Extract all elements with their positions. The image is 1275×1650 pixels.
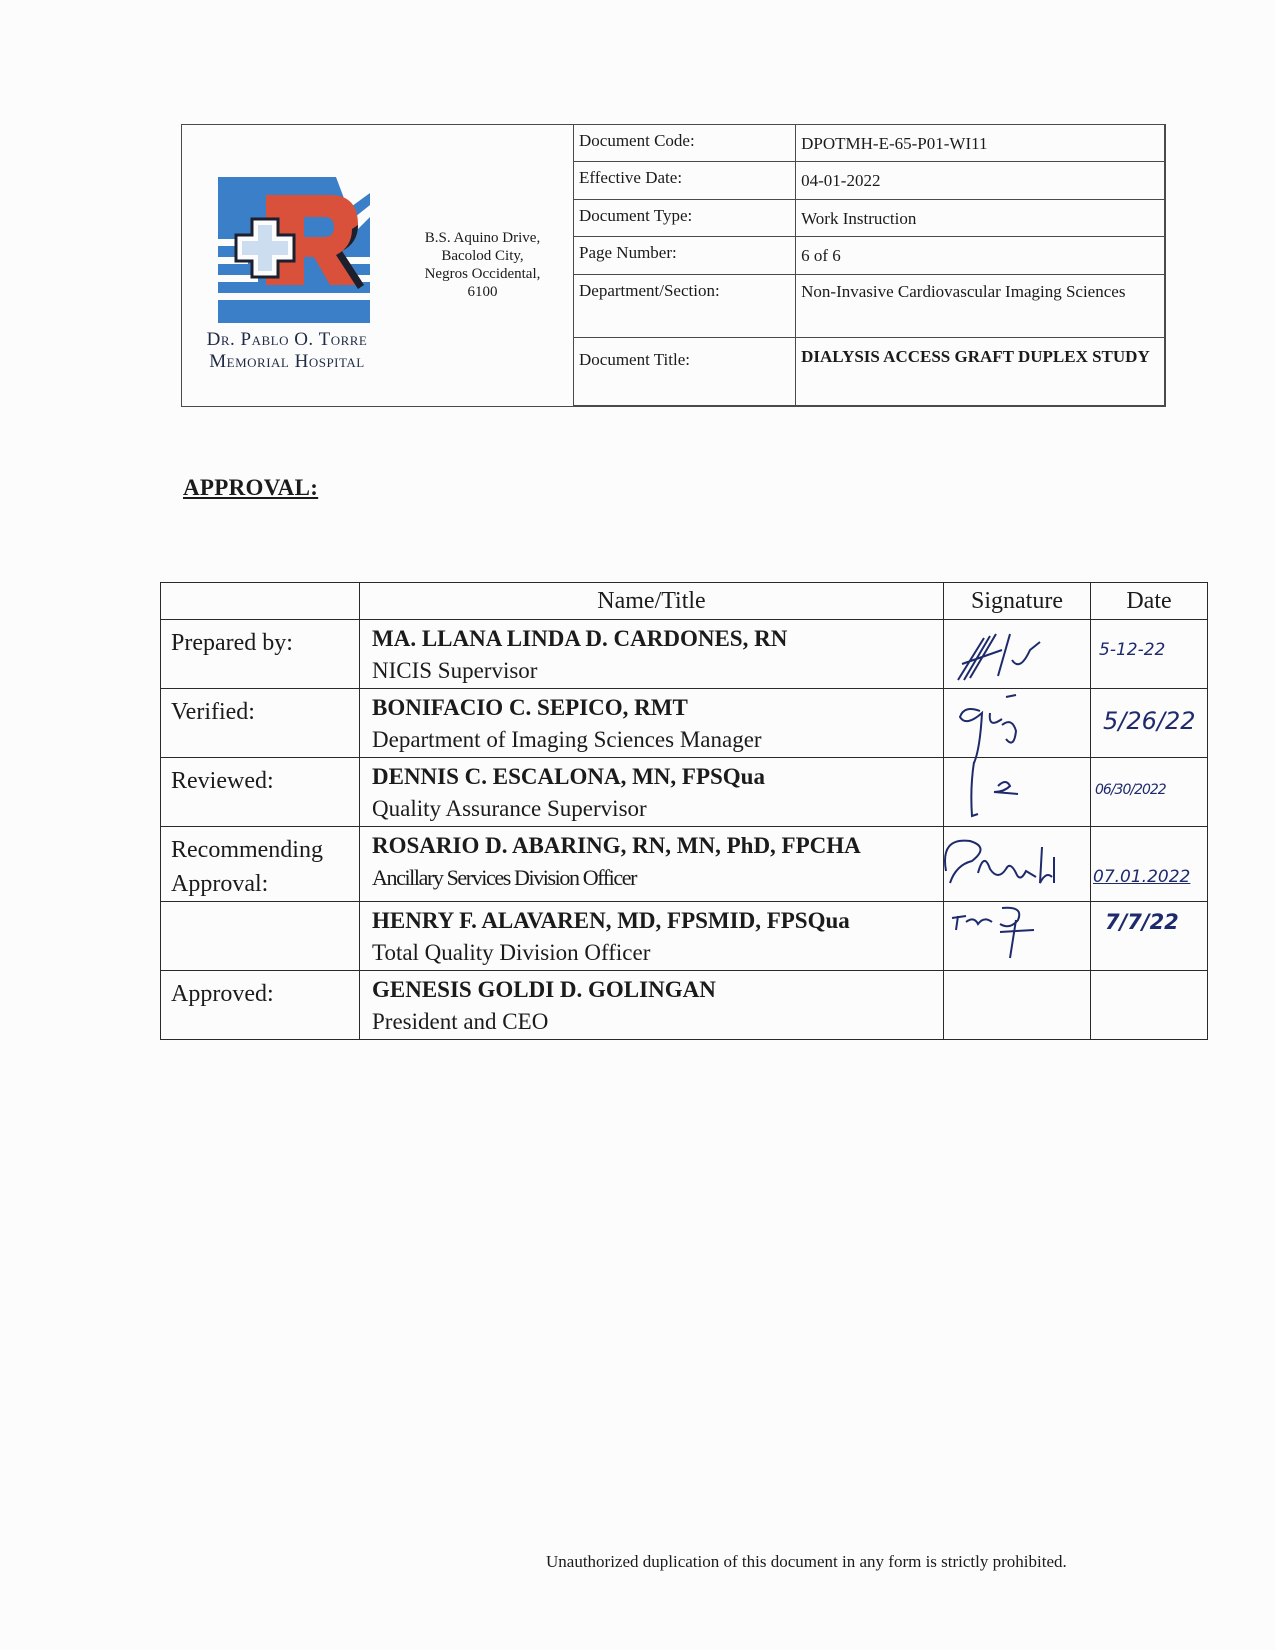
hospital-name [182, 329, 392, 373]
meta-value-page-number: 6 of 6 [796, 237, 1165, 275]
handwritten-date: 5/26/22 [1103, 707, 1196, 735]
handwritten-signature [944, 689, 1091, 758]
meta-label: Document Code: [574, 125, 796, 162]
approver-name: MA. LLANA LINDA D. CARDONES, RN [372, 626, 788, 651]
date-cell [1091, 689, 1208, 758]
date-cell [1091, 758, 1208, 827]
approver-title: NICIS Supervisor [372, 658, 538, 683]
approver-title: Quality Assurance Supervisor [372, 796, 647, 821]
hospital-address [392, 229, 573, 301]
date-cell [1091, 620, 1208, 689]
signature-cell [944, 902, 1091, 971]
handwritten-signature [944, 827, 1091, 896]
meta-value-effective-date: 04-01-2022 [796, 162, 1165, 200]
meta-row-page-number [574, 237, 1165, 275]
header-empty-cell [161, 583, 360, 620]
address-line: 6100 [467, 284, 498, 300]
role-label: Verified: [161, 689, 360, 758]
approver-cell [360, 827, 944, 902]
role-label: Reviewed: [161, 758, 360, 827]
hospital-name-line1: Dr. Pablo O. Torre [206, 329, 368, 350]
handwritten-signature [944, 758, 1091, 827]
approval-row-verified [161, 689, 1208, 758]
signature-cell [944, 971, 1091, 1040]
meta-label: Department/Section: [574, 275, 796, 338]
address-line: Negros Occidental, [424, 266, 541, 282]
approver-title: President and CEO [372, 1009, 549, 1034]
handwritten-date: 5-12-22 [1099, 640, 1166, 660]
meta-row-effective-date [574, 162, 1165, 200]
approver-name: DENNIS C. ESCALONA, MN, FPSQua [372, 764, 765, 789]
header-date: Date [1091, 583, 1208, 620]
meta-value-department: Non-Invasive Cardiovascular Imaging Sciences [796, 275, 1165, 338]
meta-row-document-title [574, 338, 1165, 406]
role-label [161, 902, 360, 971]
approver-title: Department of Imaging Sciences Manager [372, 727, 762, 752]
approval-table [160, 582, 1208, 1040]
meta-value-document-code: DPOTMH-E-65-P01-WI11 [796, 125, 1165, 162]
approval-row-recommending [161, 827, 1208, 902]
meta-label: Document Title: [574, 338, 796, 406]
approval-header-row [161, 583, 1208, 620]
approval-row-total-quality [161, 902, 1208, 971]
approver-title: Ancillary Services Division Officer [372, 865, 637, 890]
handwritten-date: 06/30/2022 [1095, 782, 1166, 798]
logo-cell [182, 125, 392, 406]
role-label: Prepared by: [161, 620, 360, 689]
approver-cell [360, 902, 944, 971]
approver-cell [360, 689, 944, 758]
role-label: Approved: [161, 971, 360, 1040]
footer-disclaimer: Unauthorized duplication of this document in any form is strictly prohibited. [546, 1552, 1067, 1571]
approver-cell [360, 758, 944, 827]
meta-row-document-type [574, 200, 1165, 237]
meta-label: Page Number: [574, 237, 796, 275]
signature-cell [944, 620, 1091, 689]
approver-name: BONIFACIO C. SEPICO, RMT [372, 695, 688, 720]
hospital-logo [218, 173, 370, 323]
address-line: B.S. Aquino Drive, [424, 230, 541, 246]
approval-heading: APPROVAL: [183, 475, 319, 500]
approver-title: Total Quality Division Officer [372, 940, 651, 965]
signature-cell [944, 758, 1091, 827]
meta-value-document-title: DIALYSIS ACCESS GRAFT DUPLEX STUDY [796, 338, 1165, 406]
meta-row-department [574, 275, 1165, 338]
approval-row-prepared [161, 620, 1208, 689]
approval-row-approved [161, 971, 1208, 1040]
date-cell [1091, 902, 1208, 971]
meta-value-document-type: Work Instruction [796, 200, 1165, 237]
meta-row-document-code [574, 125, 1165, 162]
handwritten-date: 7/7/22 [1105, 910, 1179, 934]
meta-label: Effective Date: [574, 162, 796, 200]
document-header [181, 124, 1166, 407]
signature-cell [944, 827, 1091, 902]
meta-label: Document Type: [574, 200, 796, 237]
header-name-title: Name/Title [360, 583, 944, 620]
approver-name: ROSARIO D. ABARING, RN, MN, PhD, FPCHA [372, 833, 861, 858]
date-cell [1091, 971, 1208, 1040]
approver-cell [360, 620, 944, 689]
document-meta-table [573, 124, 1165, 406]
address-cell [392, 125, 573, 406]
approver-name: GENESIS GOLDI D. GOLINGAN [372, 977, 716, 1002]
header-signature: Signature [944, 583, 1091, 620]
role-label: Recommending Approval: [161, 827, 360, 902]
handwritten-date: 07.01.2022 [1093, 867, 1191, 887]
approval-row-reviewed [161, 758, 1208, 827]
signature-cell [944, 689, 1091, 758]
address-line: Bacolod City, [441, 248, 524, 264]
date-cell [1091, 827, 1208, 902]
handwritten-signature [944, 620, 1091, 689]
hospital-name-line2: Memorial Hospital [209, 351, 365, 372]
handwritten-signature [944, 902, 1091, 971]
approver-name: HENRY F. ALAVAREN, MD, FPSMID, FPSQua [372, 908, 850, 933]
approver-cell [360, 971, 944, 1040]
